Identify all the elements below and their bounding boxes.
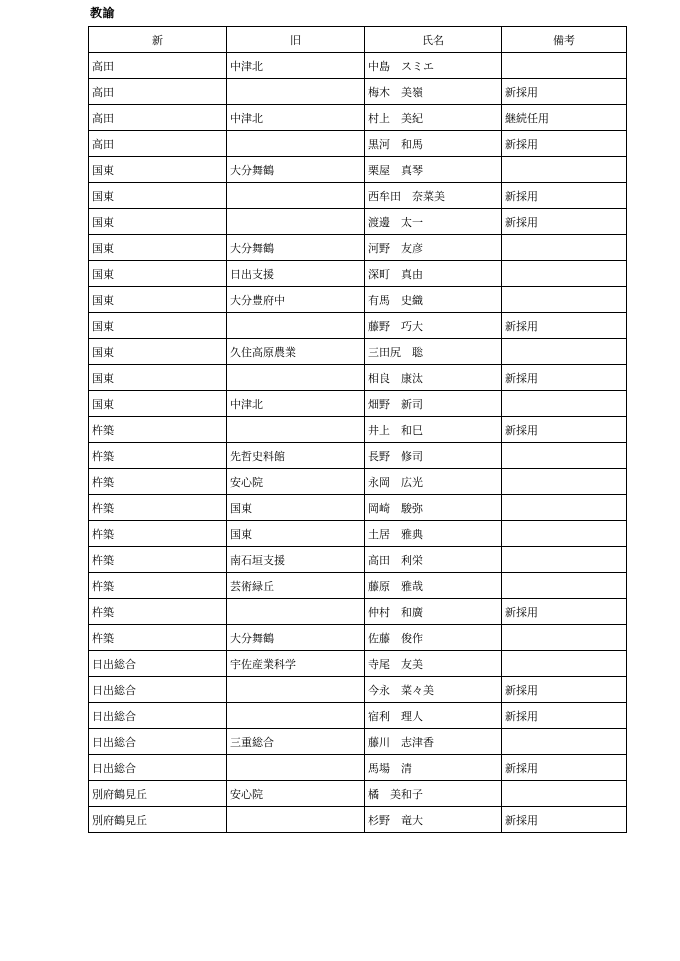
cell-new-school: 杵築 bbox=[89, 495, 227, 521]
cell-old-school bbox=[227, 183, 365, 209]
cell-old-school: 中津北 bbox=[227, 391, 365, 417]
cell-old-school: 安心院 bbox=[227, 469, 365, 495]
cell-name: 高田 利栄 bbox=[365, 547, 502, 573]
table-row bbox=[89, 755, 627, 781]
table-row bbox=[89, 443, 627, 469]
cell-name: 中島 スミエ bbox=[365, 53, 502, 79]
cell-old-school: 大分舞鶴 bbox=[227, 235, 365, 261]
cell-old-school bbox=[227, 131, 365, 157]
table-row bbox=[89, 183, 627, 209]
cell-remarks: 新採用 bbox=[502, 599, 627, 625]
cell-remarks: 新採用 bbox=[502, 79, 627, 105]
cell-remarks bbox=[502, 625, 627, 651]
cell-old-school bbox=[227, 209, 365, 235]
cell-old-school bbox=[227, 79, 365, 105]
cell-new-school: 杵築 bbox=[89, 547, 227, 573]
cell-new-school: 杵築 bbox=[89, 599, 227, 625]
cell-old-school: 中津北 bbox=[227, 53, 365, 79]
cell-name: 梅木 美嶺 bbox=[365, 79, 502, 105]
cell-remarks bbox=[502, 391, 627, 417]
cell-old-school: 大分舞鶴 bbox=[227, 625, 365, 651]
cell-name: 仲村 和廣 bbox=[365, 599, 502, 625]
cell-new-school: 国東 bbox=[89, 157, 227, 183]
cell-new-school: 日出総合 bbox=[89, 703, 227, 729]
table-body bbox=[89, 53, 627, 833]
cell-name: 橘 美和子 bbox=[365, 781, 502, 807]
cell-name: 寺尾 友美 bbox=[365, 651, 502, 677]
cell-new-school: 別府鶴見丘 bbox=[89, 781, 227, 807]
cell-remarks: 新採用 bbox=[502, 703, 627, 729]
cell-new-school: 高田 bbox=[89, 79, 227, 105]
header-name: 氏名 bbox=[365, 27, 502, 53]
cell-remarks: 新採用 bbox=[502, 755, 627, 781]
table-row bbox=[89, 131, 627, 157]
table-row bbox=[89, 365, 627, 391]
cell-new-school: 日出総合 bbox=[89, 677, 227, 703]
table-row bbox=[89, 339, 627, 365]
cell-new-school: 杵築 bbox=[89, 573, 227, 599]
cell-name: 深町 真由 bbox=[365, 261, 502, 287]
cell-old-school bbox=[227, 599, 365, 625]
cell-name: 畑野 新司 bbox=[365, 391, 502, 417]
cell-new-school: 国東 bbox=[89, 235, 227, 261]
cell-new-school: 日出総合 bbox=[89, 729, 227, 755]
cell-old-school bbox=[227, 755, 365, 781]
table-row bbox=[89, 313, 627, 339]
cell-remarks bbox=[502, 443, 627, 469]
cell-new-school: 杵築 bbox=[89, 469, 227, 495]
cell-old-school: 芸術緑丘 bbox=[227, 573, 365, 599]
cell-name: 藤原 雅哉 bbox=[365, 573, 502, 599]
cell-name: 河野 友彦 bbox=[365, 235, 502, 261]
cell-name: 馬場 清 bbox=[365, 755, 502, 781]
table-row bbox=[89, 807, 627, 833]
cell-new-school: 日出総合 bbox=[89, 755, 227, 781]
cell-new-school: 国東 bbox=[89, 183, 227, 209]
cell-name: 今永 菜々美 bbox=[365, 677, 502, 703]
cell-new-school: 杵築 bbox=[89, 443, 227, 469]
header-row bbox=[89, 27, 627, 53]
page-heading: 教諭 bbox=[90, 6, 116, 20]
cell-remarks: 新採用 bbox=[502, 313, 627, 339]
cell-new-school: 別府鶴見丘 bbox=[89, 807, 227, 833]
cell-new-school: 国東 bbox=[89, 287, 227, 313]
table-row bbox=[89, 573, 627, 599]
table-row bbox=[89, 417, 627, 443]
cell-new-school: 杵築 bbox=[89, 521, 227, 547]
cell-remarks bbox=[502, 651, 627, 677]
cell-old-school: 先哲史料館 bbox=[227, 443, 365, 469]
cell-remarks bbox=[502, 781, 627, 807]
cell-old-school: 日出支援 bbox=[227, 261, 365, 287]
cell-old-school: 大分舞鶴 bbox=[227, 157, 365, 183]
cell-remarks bbox=[502, 339, 627, 365]
cell-name: 藤野 巧大 bbox=[365, 313, 502, 339]
cell-new-school: 高田 bbox=[89, 105, 227, 131]
table-row bbox=[89, 599, 627, 625]
cell-remarks bbox=[502, 521, 627, 547]
cell-remarks bbox=[502, 53, 627, 79]
table-row bbox=[89, 209, 627, 235]
personnel-table bbox=[88, 26, 627, 833]
table-row bbox=[89, 729, 627, 755]
cell-old-school bbox=[227, 365, 365, 391]
cell-remarks bbox=[502, 261, 627, 287]
cell-remarks bbox=[502, 157, 627, 183]
cell-new-school: 国東 bbox=[89, 313, 227, 339]
cell-name: 三田尻 聡 bbox=[365, 339, 502, 365]
cell-remarks: 新採用 bbox=[502, 677, 627, 703]
cell-old-school: 三重総合 bbox=[227, 729, 365, 755]
cell-remarks bbox=[502, 729, 627, 755]
cell-remarks: 継続任用 bbox=[502, 105, 627, 131]
cell-old-school: 国東 bbox=[227, 521, 365, 547]
cell-old-school bbox=[227, 807, 365, 833]
cell-remarks bbox=[502, 495, 627, 521]
cell-name: 藤川 志津香 bbox=[365, 729, 502, 755]
table-row bbox=[89, 495, 627, 521]
table-row bbox=[89, 391, 627, 417]
cell-remarks: 新採用 bbox=[502, 417, 627, 443]
cell-old-school bbox=[227, 677, 365, 703]
cell-remarks bbox=[502, 235, 627, 261]
cell-name: 西牟田 奈菜美 bbox=[365, 183, 502, 209]
cell-old-school: 中津北 bbox=[227, 105, 365, 131]
table-row bbox=[89, 703, 627, 729]
cell-name: 井上 和巳 bbox=[365, 417, 502, 443]
cell-new-school: 国東 bbox=[89, 261, 227, 287]
cell-new-school: 杵築 bbox=[89, 625, 227, 651]
cell-remarks bbox=[502, 469, 627, 495]
cell-name: 長野 修司 bbox=[365, 443, 502, 469]
cell-old-school bbox=[227, 313, 365, 339]
cell-name: 栗屋 真琴 bbox=[365, 157, 502, 183]
cell-remarks: 新採用 bbox=[502, 365, 627, 391]
cell-old-school: 宇佐産業科学 bbox=[227, 651, 365, 677]
cell-remarks bbox=[502, 287, 627, 313]
cell-old-school bbox=[227, 417, 365, 443]
cell-old-school: 国東 bbox=[227, 495, 365, 521]
cell-new-school: 国東 bbox=[89, 339, 227, 365]
cell-remarks: 新採用 bbox=[502, 807, 627, 833]
cell-name: 佐藤 俊作 bbox=[365, 625, 502, 651]
cell-new-school: 高田 bbox=[89, 131, 227, 157]
cell-name: 村上 美紀 bbox=[365, 105, 502, 131]
cell-remarks bbox=[502, 573, 627, 599]
cell-name: 杉野 竜大 bbox=[365, 807, 502, 833]
table-row bbox=[89, 261, 627, 287]
cell-name: 岡崎 駿弥 bbox=[365, 495, 502, 521]
cell-name: 永岡 広光 bbox=[365, 469, 502, 495]
table-row bbox=[89, 157, 627, 183]
cell-name: 相良 康汰 bbox=[365, 365, 502, 391]
table-row bbox=[89, 469, 627, 495]
table-row bbox=[89, 235, 627, 261]
cell-old-school: 大分豊府中 bbox=[227, 287, 365, 313]
cell-name: 有馬 史織 bbox=[365, 287, 502, 313]
table-row bbox=[89, 677, 627, 703]
cell-old-school bbox=[227, 703, 365, 729]
cell-new-school: 日出総合 bbox=[89, 651, 227, 677]
cell-remarks: 新採用 bbox=[502, 183, 627, 209]
table-row bbox=[89, 79, 627, 105]
table-row bbox=[89, 547, 627, 573]
table-row bbox=[89, 287, 627, 313]
header-old-school: 旧 bbox=[227, 27, 365, 53]
table-header bbox=[89, 27, 627, 53]
cell-old-school: 安心院 bbox=[227, 781, 365, 807]
cell-name: 渡邊 太一 bbox=[365, 209, 502, 235]
table-row bbox=[89, 781, 627, 807]
cell-old-school: 南石垣支援 bbox=[227, 547, 365, 573]
cell-new-school: 国東 bbox=[89, 391, 227, 417]
cell-new-school: 国東 bbox=[89, 209, 227, 235]
cell-name: 黒河 和馬 bbox=[365, 131, 502, 157]
table-row bbox=[89, 651, 627, 677]
header-new-school: 新 bbox=[89, 27, 227, 53]
header-remarks: 備考 bbox=[502, 27, 627, 53]
table-row bbox=[89, 625, 627, 651]
cell-name: 宿利 理人 bbox=[365, 703, 502, 729]
table-row bbox=[89, 53, 627, 79]
cell-old-school: 久住高原農業 bbox=[227, 339, 365, 365]
cell-new-school: 高田 bbox=[89, 53, 227, 79]
cell-remarks bbox=[502, 547, 627, 573]
table-row bbox=[89, 105, 627, 131]
cell-name: 土居 雅典 bbox=[365, 521, 502, 547]
cell-new-school: 杵築 bbox=[89, 417, 227, 443]
cell-new-school: 国東 bbox=[89, 365, 227, 391]
cell-remarks: 新採用 bbox=[502, 131, 627, 157]
cell-remarks: 新採用 bbox=[502, 209, 627, 235]
table-row bbox=[89, 521, 627, 547]
